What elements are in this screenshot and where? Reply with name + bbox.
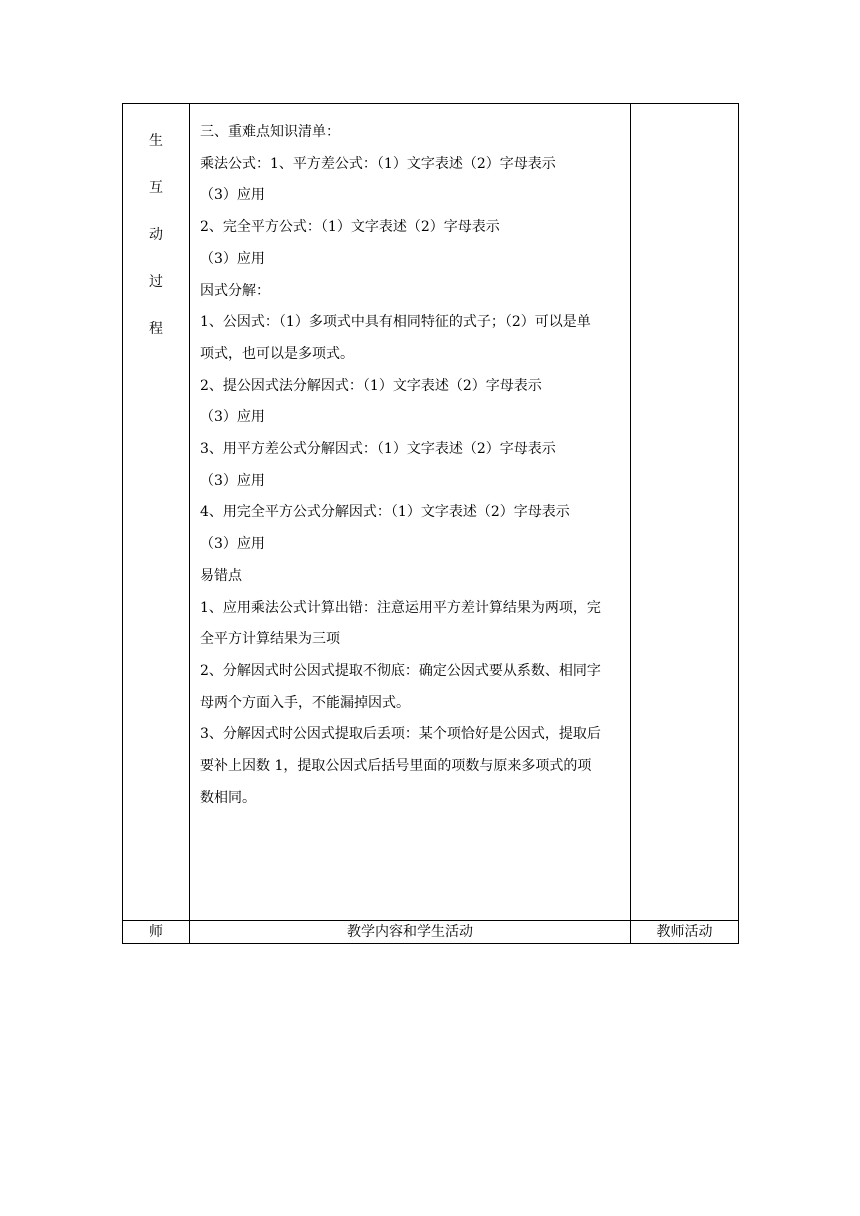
content-line: 1、公因式：（1）多项式中具有相同特征的式子；（2）可以是单 [200, 314, 591, 331]
side-label-char: 动 [149, 227, 163, 243]
content-line: 三、重难点知识清单： [200, 124, 340, 140]
content-row [123, 104, 739, 921]
content-line: 数相同。 [200, 789, 256, 806]
content-text [190, 104, 630, 920]
side-label-cell [123, 104, 190, 921]
content-line: 2、完全平方公式：（1）文字表述（2）字母表示 [200, 219, 500, 236]
side-label-char: 程 [149, 321, 163, 337]
content-line: 2、提公因式法分解因式：（1）文字表述（2）字母表示 [200, 377, 542, 394]
content-line: 乘法公式：1、平方差公式：（1）文字表述（2）字母表示 [200, 155, 556, 172]
header-row [123, 921, 739, 944]
content-line: 4、用完全平方公式分解因式：（1）文字表述（2）字母表示 [200, 504, 570, 521]
content-line: （3）应用 [200, 409, 265, 426]
content-line: （3）应用 [200, 536, 265, 553]
content-line: 3、分解因式时公因式提取后丢项：某个项恰好是公因式，提取后 [200, 726, 601, 743]
content-line: 2、分解因式时公因式提取不彻底：确定公因式要从系数、相同字 [200, 662, 601, 679]
content-line: 项式，也可以是多项式。 [200, 345, 354, 362]
footer-left-cell: 师 [123, 921, 190, 944]
content-line: 3、用平方差公式分解因式：（1）文字表述（2）字母表示 [200, 441, 556, 458]
lesson-plan-table [122, 103, 739, 944]
content-line: （3）应用 [200, 250, 265, 267]
content-line: 母两个方面入手，不能漏掉因式。 [200, 694, 410, 711]
footer-right-cell: 教师活动 [631, 921, 739, 944]
content-cell [190, 104, 631, 921]
footer-middle-cell: 教学内容和学生活动 [190, 921, 631, 944]
teacher-activity-cell [631, 104, 739, 921]
content-line: 1、应用乘法公式计算出错：注意运用平方差计算结果为两项，完 [200, 599, 601, 616]
content-line: （3）应用 [200, 187, 265, 204]
side-label-char: 过 [149, 274, 163, 290]
content-line: （3）应用 [200, 472, 265, 489]
side-label-char: 生 [149, 133, 163, 149]
content-line: 要补上因数 1，提取公因式后括号里面的项数与原来多项式的项 [200, 758, 592, 775]
side-label-char: 互 [149, 180, 163, 196]
content-line: 因式分解： [200, 282, 270, 299]
content-line: 全平方计算结果为三项 [200, 631, 340, 648]
content-line: 易错点 [200, 567, 242, 584]
side-label [123, 104, 189, 920]
